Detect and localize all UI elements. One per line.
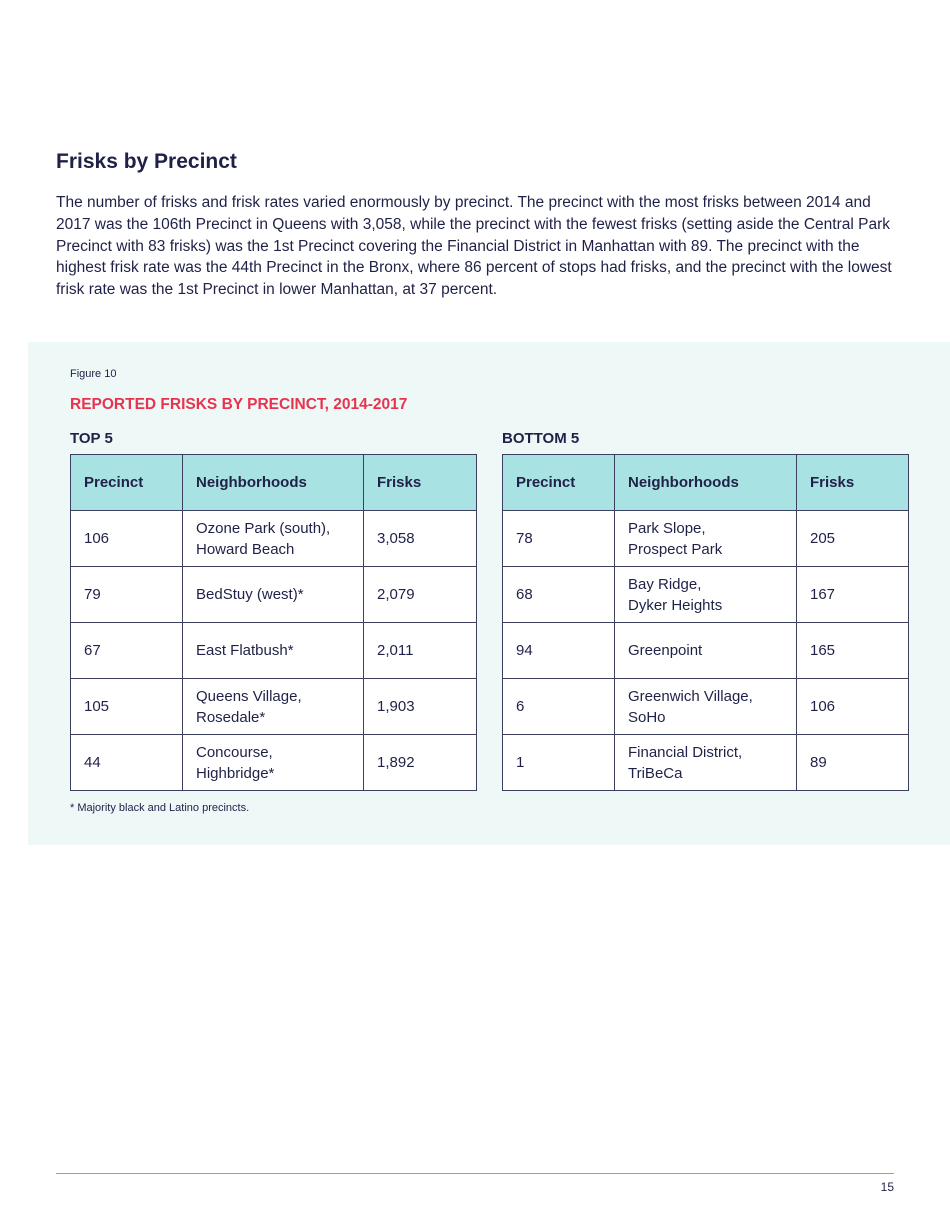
precinct-cell: 94 bbox=[503, 623, 615, 679]
figure-panel bbox=[28, 342, 950, 845]
top5-table-block bbox=[70, 430, 476, 791]
neighborhood-cell bbox=[615, 623, 797, 679]
frisks-cell: 1,892 bbox=[364, 735, 477, 791]
neighborhood-cell bbox=[615, 567, 797, 623]
precinct-cell: 105 bbox=[71, 679, 183, 735]
frisks-cell: 3,058 bbox=[364, 511, 477, 567]
neighborhood-cell bbox=[183, 511, 364, 567]
column-header-neighborhoods: Neighborhoods bbox=[615, 455, 797, 511]
table-row bbox=[71, 511, 477, 567]
neighborhood-line: Dyker Heights bbox=[628, 596, 723, 614]
neighborhood-line: BedStuy (west)* bbox=[196, 586, 304, 603]
neighborhood-line: Financial District, bbox=[628, 743, 743, 761]
table-header-row bbox=[503, 455, 909, 511]
precinct-cell: 106 bbox=[71, 511, 183, 567]
frisks-cell: 167 bbox=[797, 567, 909, 623]
neighborhood-cell bbox=[615, 511, 797, 567]
neighborhood-line: SoHo bbox=[628, 708, 666, 726]
figure-label: Figure 10 bbox=[70, 368, 117, 380]
precinct-cell: 68 bbox=[503, 567, 615, 623]
frisks-cell: 2,011 bbox=[364, 623, 477, 679]
precinct-cell: 67 bbox=[71, 623, 183, 679]
table-header-row bbox=[71, 455, 477, 511]
precinct-cell: 44 bbox=[71, 735, 183, 791]
precinct-cell: 1 bbox=[503, 735, 615, 791]
figure-title: REPORTED FRISKS BY PRECINCT, 2014-2017 bbox=[70, 396, 408, 413]
page-number: 15 bbox=[880, 1180, 894, 1194]
neighborhood-cell bbox=[183, 623, 364, 679]
precinct-cell: 78 bbox=[503, 511, 615, 567]
frisks-cell: 165 bbox=[797, 623, 909, 679]
table-row bbox=[71, 679, 477, 735]
neighborhood-line: Greenwich Village, bbox=[628, 687, 753, 705]
table-row bbox=[71, 735, 477, 791]
table-row bbox=[503, 623, 909, 679]
section-title: Frisks by Precinct bbox=[56, 150, 237, 173]
footer-divider bbox=[56, 1173, 894, 1174]
neighborhood-line: Queens Village, bbox=[196, 687, 302, 705]
neighborhood-line: Ozone Park (south), bbox=[196, 519, 331, 537]
neighborhood-line: Howard Beach bbox=[196, 540, 295, 558]
column-header-neighborhoods: Neighborhoods bbox=[183, 455, 364, 511]
neighborhood-line: TriBeCa bbox=[628, 764, 683, 782]
column-header-frisks: Frisks bbox=[364, 455, 477, 511]
bottom5-table-block bbox=[502, 430, 908, 791]
intro-paragraph: The number of frisks and frisk rates varied enormously by precinct. The precinct with the most frisks between 2014 and 2017 was the 106th Precinct in Queens with 3,058, while the precinct with the fewest frisks (setting aside the Central Park Precinct with 83 frisks) was the 1st Precinct covering the Financial District in Manhattan with 89. The precinct with the highest frisk rate was the 44th Precinct in the Bronx, where 86 percent of stops had frisks, and the precinct with the lowest frisk rate was the 1st Precinct in lower Manhattan, at 37 percent. bbox=[56, 194, 892, 299]
neighborhood-cell bbox=[615, 679, 797, 735]
bottom5-table bbox=[502, 454, 909, 791]
neighborhood-line: Rosedale* bbox=[196, 708, 266, 726]
neighborhood-line: Greenpoint bbox=[628, 642, 703, 659]
frisks-cell: 2,079 bbox=[364, 567, 477, 623]
figure-footnote: * Majority black and Latino precincts. bbox=[70, 802, 250, 814]
neighborhood-line: Highbridge* bbox=[196, 764, 275, 782]
table-row bbox=[71, 567, 477, 623]
precinct-cell: 6 bbox=[503, 679, 615, 735]
top5-table bbox=[70, 454, 477, 791]
precinct-cell: 79 bbox=[71, 567, 183, 623]
column-header-precinct: Precinct bbox=[503, 455, 615, 511]
neighborhood-line: East Flatbush* bbox=[196, 642, 294, 659]
neighborhood-line: Park Slope, bbox=[628, 519, 706, 537]
neighborhood-cell bbox=[615, 735, 797, 791]
table-row bbox=[503, 511, 909, 567]
frisks-cell: 205 bbox=[797, 511, 909, 567]
frisks-cell: 89 bbox=[797, 735, 909, 791]
neighborhood-cell bbox=[183, 679, 364, 735]
neighborhood-line: Concourse, bbox=[196, 743, 273, 761]
table-row bbox=[503, 735, 909, 791]
column-header-precinct: Precinct bbox=[71, 455, 183, 511]
neighborhood-line: Bay Ridge, bbox=[628, 575, 702, 593]
table-row bbox=[503, 567, 909, 623]
frisks-cell: 1,903 bbox=[364, 679, 477, 735]
neighborhood-cell bbox=[183, 567, 364, 623]
neighborhood-cell bbox=[183, 735, 364, 791]
frisks-cell: 106 bbox=[797, 679, 909, 735]
table-row bbox=[503, 679, 909, 735]
bottom5-heading: BOTTOM 5 bbox=[502, 430, 580, 447]
table-row bbox=[71, 623, 477, 679]
column-header-frisks: Frisks bbox=[797, 455, 909, 511]
neighborhood-line: Prospect Park bbox=[628, 540, 723, 558]
top5-heading: TOP 5 bbox=[70, 430, 113, 447]
